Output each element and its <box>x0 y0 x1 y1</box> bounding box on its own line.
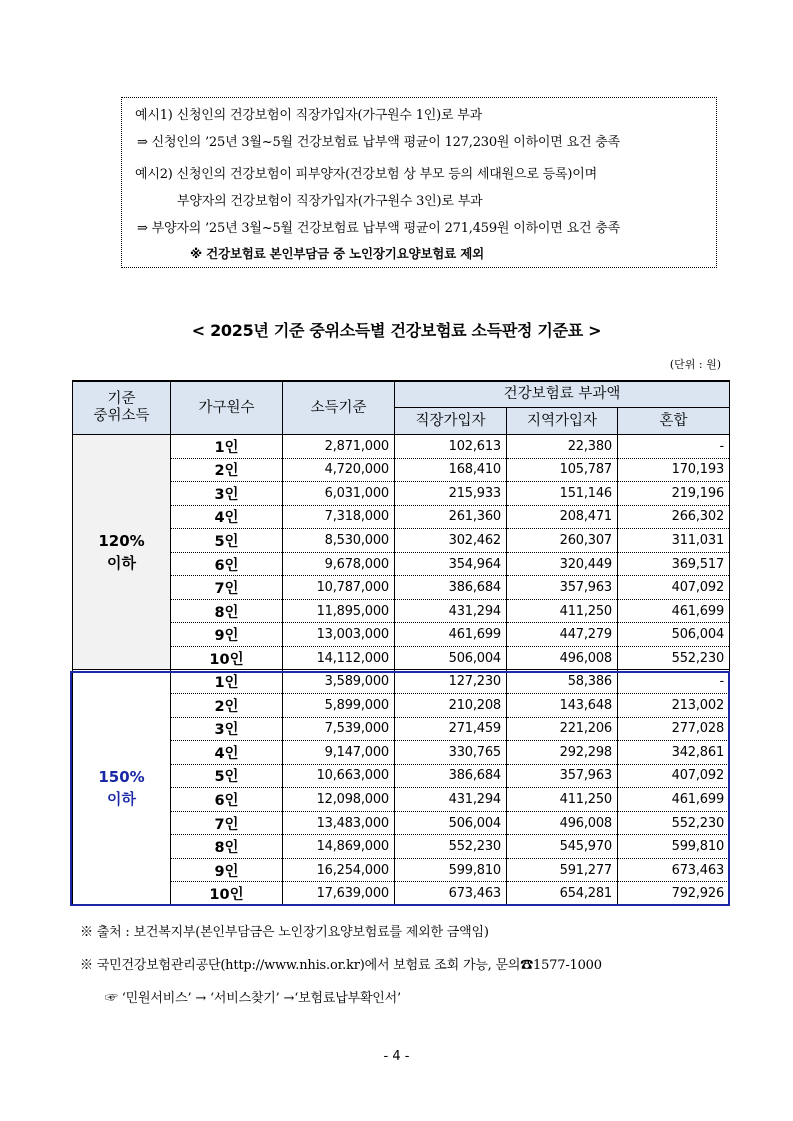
household-cell: 2인 <box>171 694 283 718</box>
mixed-premium-cell: 219,196 <box>618 482 730 506</box>
regional-premium-cell: 22,380 <box>507 435 618 459</box>
employee-premium-cell: 168,410 <box>395 458 507 482</box>
table-row <box>73 717 730 741</box>
household-cell: 10인 <box>171 882 283 906</box>
household-cell: 3인 <box>171 717 283 741</box>
employee-premium-cell: 330,765 <box>395 741 507 765</box>
employee-premium-cell: 386,684 <box>395 576 507 600</box>
income-cell: 5,899,000 <box>283 694 395 718</box>
group-120 <box>73 435 730 670</box>
employee-premium-cell: 215,933 <box>395 482 507 506</box>
mixed-premium-cell: 407,092 <box>618 576 730 600</box>
household-cell: 9인 <box>171 623 283 647</box>
table-row <box>73 741 730 765</box>
mixed-premium-cell: 552,230 <box>618 811 730 835</box>
mixed-premium-cell: 673,463 <box>618 858 730 882</box>
regional-premium-cell: 292,298 <box>507 741 618 765</box>
table-row <box>73 482 730 506</box>
employee-premium-cell: 261,360 <box>395 505 507 529</box>
household-cell: 3인 <box>171 482 283 506</box>
table-row <box>73 646 730 670</box>
income-cell: 2,871,000 <box>283 435 395 459</box>
income-cell: 11,895,000 <box>283 599 395 623</box>
example-line-2: ⇒ 신청인의 ’25년 3월~5월 건강보험료 납부액 평균이 127,230원 이하이면 요건 충족 <box>137 135 620 150</box>
table-row <box>73 882 730 906</box>
employee-premium-cell: 431,294 <box>395 599 507 623</box>
example-note: ※ 건강보험료 본인부담금 중 노인장기요양보험료 제외 <box>190 246 484 261</box>
employee-premium-cell: 127,230 <box>395 670 507 694</box>
regional-premium-cell: 545,970 <box>507 835 618 859</box>
header-income: 소득기준 <box>283 381 395 435</box>
income-cell: 4,720,000 <box>283 458 395 482</box>
regional-premium-cell: 143,648 <box>507 694 618 718</box>
table-row <box>73 694 730 718</box>
regional-premium-cell: 411,250 <box>507 788 618 812</box>
group-label: 120% 이하 <box>73 435 171 670</box>
income-cell: 7,539,000 <box>283 717 395 741</box>
household-cell: 9인 <box>171 858 283 882</box>
header-mixed: 혼합 <box>618 408 730 435</box>
household-cell: 4인 <box>171 741 283 765</box>
regional-premium-cell: 105,787 <box>507 458 618 482</box>
unit-label: (단위 : 원) <box>669 358 721 371</box>
regional-premium-cell: 58,386 <box>507 670 618 694</box>
income-cell: 9,147,000 <box>283 741 395 765</box>
income-cell: 6,031,000 <box>283 482 395 506</box>
household-cell: 6인 <box>171 788 283 812</box>
mixed-premium-cell: - <box>618 670 730 694</box>
mixed-premium-cell: 407,092 <box>618 764 730 788</box>
example-line-5: ⇒ 부양자의 ’25년 3월~5월 건강보험료 납부액 평균이 271,459원 이하이면 요건 충족 <box>137 221 620 236</box>
mixed-premium-cell: 277,028 <box>618 717 730 741</box>
income-cell: 10,663,000 <box>283 764 395 788</box>
household-cell: 7인 <box>171 576 283 600</box>
income-cell: 3,589,000 <box>283 670 395 694</box>
household-cell: 6인 <box>171 552 283 576</box>
income-cell: 14,869,000 <box>283 835 395 859</box>
regional-premium-cell: 496,008 <box>507 646 618 670</box>
household-cell: 8인 <box>171 835 283 859</box>
table-row <box>73 835 730 859</box>
income-cell: 17,639,000 <box>283 882 395 906</box>
table-row <box>73 788 730 812</box>
header-employee: 직장가입자 <box>395 408 507 435</box>
note-path: ☞ ‘민원서비스’ → ‘서비스찾기’ →‘보험료납부확인서’ <box>105 991 401 1006</box>
income-cell: 14,112,000 <box>283 646 395 670</box>
table-row <box>73 858 730 882</box>
regional-premium-cell: 151,146 <box>507 482 618 506</box>
household-cell: 1인 <box>171 435 283 459</box>
note-nhis: ※ 국민건강보험관리공단(http://www.nhis.or.kr)에서 보험료 조회 가능, 문의☎1577-1000 <box>80 958 602 973</box>
income-cell: 13,003,000 <box>283 623 395 647</box>
employee-premium-cell: 673,463 <box>395 882 507 906</box>
regional-premium-cell: 357,963 <box>507 576 618 600</box>
table-row <box>73 458 730 482</box>
income-cell: 16,254,000 <box>283 858 395 882</box>
header-median-income: 기준 중위소득 <box>73 381 171 435</box>
regional-premium-cell: 591,277 <box>507 858 618 882</box>
employee-premium-cell: 506,004 <box>395 646 507 670</box>
mixed-premium-cell: 342,861 <box>618 741 730 765</box>
income-cell: 8,530,000 <box>283 529 395 553</box>
table-row <box>73 505 730 529</box>
table-row <box>73 435 730 459</box>
household-cell: 1인 <box>171 670 283 694</box>
mixed-premium-cell: 311,031 <box>618 529 730 553</box>
household-cell: 10인 <box>171 646 283 670</box>
income-cell: 12,098,000 <box>283 788 395 812</box>
page-number: - 4 - <box>383 1049 410 1064</box>
employee-premium-cell: 302,462 <box>395 529 507 553</box>
table-row <box>73 552 730 576</box>
employee-premium-cell: 552,230 <box>395 835 507 859</box>
mixed-premium-cell: 792,926 <box>618 882 730 906</box>
employee-premium-cell: 599,810 <box>395 858 507 882</box>
household-cell: 5인 <box>171 764 283 788</box>
header-household: 가구원수 <box>171 381 283 435</box>
example-line-3: 예시2) 신청인의 건강보험이 피부양자(건강보험 상 부모 등의 세대원으로 등록)이며 <box>135 167 597 182</box>
employee-premium-cell: 386,684 <box>395 764 507 788</box>
mixed-premium-cell: - <box>618 435 730 459</box>
table-row <box>73 670 730 694</box>
table-row <box>73 529 730 553</box>
group-150 <box>73 670 730 905</box>
regional-premium-cell: 654,281 <box>507 882 618 906</box>
regional-premium-cell: 208,471 <box>507 505 618 529</box>
table-title: < 2025년 기준 중위소득별 건강보험료 소득판정 기준표 > <box>191 321 602 340</box>
employee-premium-cell: 431,294 <box>395 788 507 812</box>
mixed-premium-cell: 369,517 <box>618 552 730 576</box>
income-criteria-table <box>72 380 730 906</box>
mixed-premium-cell: 461,699 <box>618 788 730 812</box>
regional-premium-cell: 447,279 <box>507 623 618 647</box>
employee-premium-cell: 210,208 <box>395 694 507 718</box>
income-cell: 7,318,000 <box>283 505 395 529</box>
mixed-premium-cell: 170,193 <box>618 458 730 482</box>
income-cell: 9,678,000 <box>283 552 395 576</box>
table-row <box>73 811 730 835</box>
employee-premium-cell: 271,459 <box>395 717 507 741</box>
example-line-1: 예시1) 신청인의 건강보험이 직장가입자(가구원수 1인)로 부과 <box>135 108 483 123</box>
employee-premium-cell: 506,004 <box>395 811 507 835</box>
mixed-premium-cell: 552,230 <box>618 646 730 670</box>
income-cell: 13,483,000 <box>283 811 395 835</box>
example-line-4: 부양자의 건강보험이 직장가입자(가구원수 3인)로 부과 <box>177 194 483 209</box>
mixed-premium-cell: 506,004 <box>618 623 730 647</box>
regional-premium-cell: 357,963 <box>507 764 618 788</box>
regional-premium-cell: 496,008 <box>507 811 618 835</box>
income-cell: 10,787,000 <box>283 576 395 600</box>
regional-premium-cell: 320,449 <box>507 552 618 576</box>
household-cell: 8인 <box>171 599 283 623</box>
table-row <box>73 623 730 647</box>
household-cell: 7인 <box>171 811 283 835</box>
regional-premium-cell: 221,206 <box>507 717 618 741</box>
employee-premium-cell: 102,613 <box>395 435 507 459</box>
employee-premium-cell: 461,699 <box>395 623 507 647</box>
household-cell: 2인 <box>171 458 283 482</box>
household-cell: 5인 <box>171 529 283 553</box>
mixed-premium-cell: 599,810 <box>618 835 730 859</box>
mixed-premium-cell: 213,002 <box>618 694 730 718</box>
mixed-premium-cell: 461,699 <box>618 599 730 623</box>
mixed-premium-cell: 266,302 <box>618 505 730 529</box>
group-label: 150% 이하 <box>73 670 171 905</box>
header-premium-group: 건강보험료 부과액 <box>395 381 730 408</box>
regional-premium-cell: 260,307 <box>507 529 618 553</box>
table-row <box>73 576 730 600</box>
note-source: ※ 출처 : 보건복지부(본인부담금은 노인장기요양보험료를 제외한 금액임) <box>80 925 489 940</box>
table-row <box>73 599 730 623</box>
household-cell: 4인 <box>171 505 283 529</box>
table-row <box>73 764 730 788</box>
employee-premium-cell: 354,964 <box>395 552 507 576</box>
header-regional: 지역가입자 <box>507 408 618 435</box>
regional-premium-cell: 411,250 <box>507 599 618 623</box>
